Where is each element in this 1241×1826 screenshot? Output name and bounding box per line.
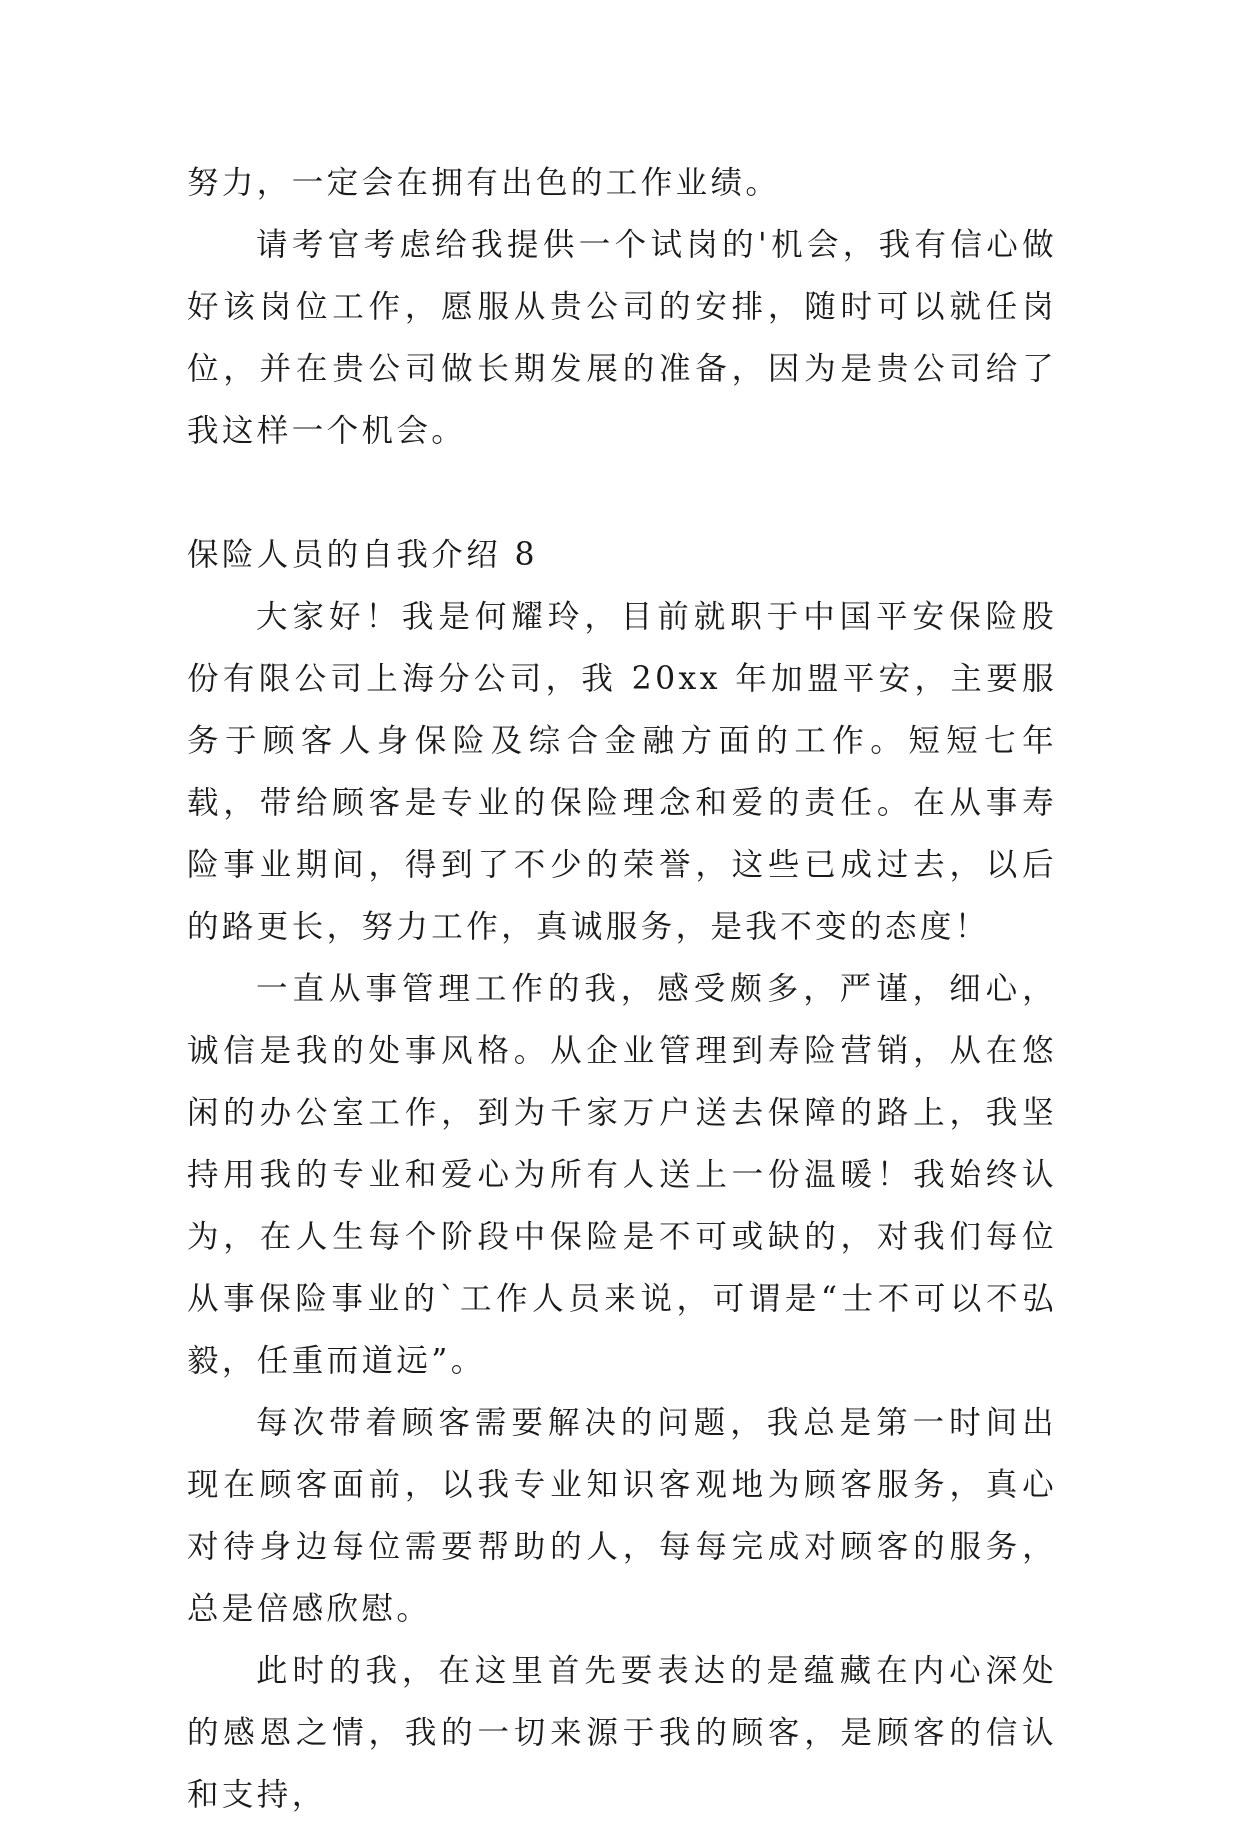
section-title: 保险人员的自我介绍 8 <box>187 537 538 573</box>
paragraph-trial-request: 请考官考虑给我提供一个试岗的'机会，我有信心做好该岗位工作，愿服从贵公司的安排，随时可以就任岗位，并在贵公司做长期发展的准备，因为是贵公司给了我这样一个机会。 <box>187 227 1057 449</box>
paragraph-gratitude: 此时的我，在这里首先要表达的是蕴藏在内心深处的感恩之情，我的一切来源于我的顾客，是顾客的信认和支持， <box>187 1653 1057 1813</box>
paragraph-management: 一直从事管理工作的我，感受颇多，严谨，细心，诚信是我的处事风格。从企业管理到寿险营销，从在悠闲的办公室工作，到为千家万户送去保障的路上，我坚持用我的专业和爱心为所有人送上一份温暖！我始终认为，在人生每个阶段中保险是不可或缺的，对我们每位从事保险事业的`工作人员来说，可谓是“士不可以不弘毅，任重而道远”。 <box>187 971 1057 1379</box>
document-body <box>187 152 1057 1826</box>
paragraph-service: 每次带着顾客需要解决的问题，我总是第一时间出现在顾客面前，以我专业知识客观地为顾客服务，真心对待身边每位需要帮助的人，每每完成对顾客的服务，总是倍感欣慰。 <box>187 1405 1057 1627</box>
paragraph-greeting: 大家好！我是何耀玲，目前就职于中国平安保险股份有限公司上海分公司，我 20xx 年加盟平安，主要服务于顾客人身保险及综合金融方面的工作。短短七年载，带给顾客是专业的保险理念和爱的责任。在从事寿险事业期间，得到了不少的荣誉，这些已成过去，以后的路更长，努力工作，真诚服务，是我不变的态度！ <box>187 599 1057 945</box>
paragraph-continuation: 努力，一定会在拥有出色的工作业绩。 <box>187 165 781 201</box>
